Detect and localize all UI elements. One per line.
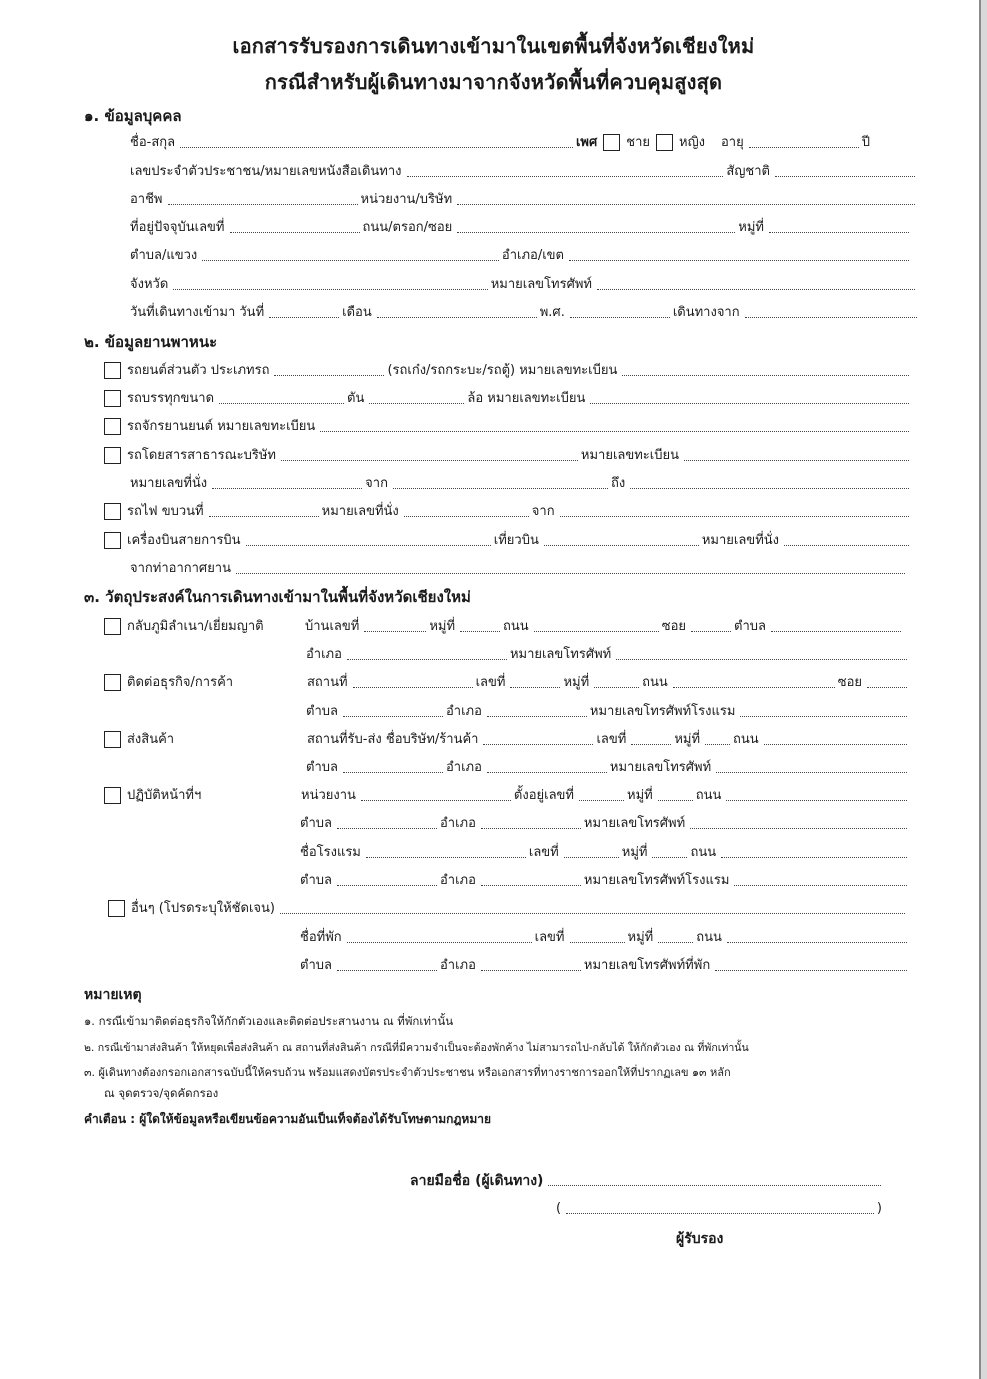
purpose-duty-row-2 — [300, 811, 910, 833]
plane-label: เครื่องบินสายการบิน — [127, 533, 241, 548]
page-edge — [979, 0, 987, 1379]
phone-field[interactable] — [597, 288, 915, 290]
moo-label-2: หมู่ที่ — [563, 675, 590, 690]
motorcycle-plate-field[interactable] — [320, 430, 909, 432]
age-field[interactable] — [749, 146, 859, 148]
travel-from-label: เดินทางจาก — [672, 305, 740, 320]
amphoe-field-5[interactable] — [481, 969, 581, 971]
duty-label: ปฏิบัติหน้าที่ฯ — [127, 788, 202, 803]
delivery-checkbox[interactable] — [104, 731, 121, 748]
purpose-other-row-3 — [300, 953, 910, 975]
moo-label-4: หมู่ที่ — [627, 788, 653, 803]
bus-seat-field[interactable] — [212, 487, 362, 489]
bus-from-label: จาก — [365, 476, 388, 491]
month-field[interactable] — [377, 316, 537, 318]
be-field[interactable] — [570, 316, 670, 318]
agency-label: หน่วยงาน/บริษัท — [360, 192, 453, 207]
road-label-3: ถนน — [733, 732, 759, 747]
agency-field[interactable] — [457, 203, 915, 205]
train-row — [104, 499, 912, 521]
section-personal-heading: ๑. ข้อมูลบุคคล — [84, 107, 182, 125]
soi-field-2[interactable] — [867, 686, 907, 688]
road-label-1: ถนน — [503, 619, 529, 634]
close-paren: ) — [876, 1201, 882, 1216]
form-subtitle: กรณีสำหรับผู้เดินทางมาจากจังหวัดพื้นที่ควบคุมสูงสุด — [264, 70, 723, 94]
tambon-field-5[interactable] — [337, 969, 437, 971]
no-field-5[interactable] — [570, 941, 625, 943]
no-label-3: เลขที่ — [596, 732, 627, 747]
house-no-label: บ้านเลขที่ — [305, 619, 360, 634]
open-paren: ( — [556, 1201, 562, 1216]
moo-field-4b[interactable] — [652, 856, 687, 858]
subdistrict-label: ตำบล/แขวง — [130, 248, 198, 263]
flight-field[interactable] — [544, 544, 699, 546]
purpose-return-row-2 — [306, 642, 910, 664]
airport-row — [130, 556, 908, 578]
signature-label: ลายมือชื่อ (ผู้เดินทาง) — [410, 1173, 544, 1189]
lodging-phone-field[interactable] — [715, 969, 907, 971]
amphoe-label-3: อำเภอ — [445, 760, 482, 775]
bus-to-label: ถึง — [610, 476, 626, 491]
amphoe-field-1[interactable] — [347, 658, 507, 660]
amphoe-field-3[interactable] — [487, 771, 607, 773]
travel-from-field[interactable] — [745, 316, 917, 318]
soi-field-1[interactable] — [691, 630, 731, 632]
purpose-duty-row-4 — [300, 868, 910, 890]
age-label: อายุ — [721, 135, 744, 150]
bus-seat-row — [130, 471, 912, 493]
plane-seat-field[interactable] — [784, 544, 909, 546]
train-from-label: จาก — [531, 504, 555, 519]
train-label: รถไฟ ขบวนที่ — [127, 504, 204, 519]
section-purpose-heading: ๓. วัตถุประสงค์ในการเดินทางเข้ามาในพื้นที่จังหวัดเชียงใหม่ — [84, 588, 471, 606]
no-label-2: เลขที่ — [475, 675, 506, 690]
name-label: ชื่อ-สกุล — [130, 135, 176, 150]
train-seat-field[interactable] — [404, 515, 529, 517]
plane-row — [104, 528, 912, 550]
wheel-reg-label: ล้อ หมายเลขทะเบียน — [467, 391, 586, 406]
motorcycle-row — [104, 414, 912, 436]
duty-checkbox[interactable] — [104, 787, 121, 804]
other-field[interactable] — [280, 912, 905, 914]
occupation-label: อาชีพ — [130, 192, 163, 207]
tambon-field-1[interactable] — [771, 630, 901, 632]
business-label: ติดต่อธุรกิจ/การค้า — [127, 675, 234, 690]
tambon-label-1: ตำบล — [734, 619, 766, 634]
other-label: อื่นๆ (โปรดระบุให้ชัดเจน) — [131, 901, 275, 916]
plane-seat-label: หมายเลขที่นั่ง — [701, 533, 779, 548]
district-field[interactable] — [569, 259, 909, 261]
province-row — [130, 272, 918, 294]
bus-from-field[interactable] — [393, 487, 608, 489]
moo-field-3[interactable] — [705, 743, 730, 745]
road-field-4[interactable] — [726, 799, 907, 801]
travel-date-row — [130, 300, 920, 322]
lodging-phone-label: หมายเลขโทรศัพท์ที่พัก — [583, 958, 711, 973]
note-1: ๑. กรณีเข้ามาติดต่อธุรกิจให้กักตัวเองและติดต่อประสานงาน ณ ที่พักเท่านั้น — [84, 1014, 454, 1028]
moo-field[interactable] — [769, 231, 909, 233]
moo-field-5[interactable] — [658, 941, 693, 943]
subdistrict-row — [130, 243, 912, 265]
wheel-field[interactable] — [369, 402, 464, 404]
tambon-label-4b: ตำบล — [300, 873, 332, 888]
moo-label: หมู่ที่ — [738, 220, 764, 235]
tambon-label-4: ตำบล — [300, 816, 332, 831]
province-field[interactable] — [173, 288, 487, 290]
road-label-4: ถนน — [695, 788, 722, 803]
located-no-field-4[interactable] — [579, 799, 624, 801]
bus-company-field[interactable] — [281, 459, 578, 461]
bus-to-field[interactable] — [630, 487, 909, 489]
nationality-field[interactable] — [775, 175, 915, 177]
bus-label: รถโดยสารสาธารณะบริษัท — [127, 448, 276, 463]
road-label-2: ถนน — [642, 675, 668, 690]
car-checkbox[interactable] — [104, 362, 121, 379]
amphoe-field-4[interactable] — [481, 827, 581, 829]
female-label: หญิง — [679, 135, 705, 150]
amphoe-label-4b: อำเภอ — [439, 873, 476, 888]
lodging-field[interactable] — [347, 941, 532, 943]
car-plate-field[interactable] — [622, 374, 909, 376]
tambon-label-3: ตำบล — [306, 760, 338, 775]
hotel-phone-field-2[interactable] — [740, 715, 907, 717]
no-field-2[interactable] — [510, 686, 560, 688]
no-label-4: เลขที่ — [528, 845, 559, 860]
name-row — [130, 130, 872, 152]
hotel-phone-label-4: หมายเลขโทรศัพท์โรงแรม — [583, 873, 730, 888]
male-label: ชาย — [626, 135, 650, 150]
travel-date-label: วันที่เดินทางเข้ามา วันที่ — [130, 305, 265, 320]
soi-label-1: ซอย — [661, 619, 687, 634]
id-row — [130, 159, 918, 181]
truck-label: รถบรรทุกขนาด — [127, 391, 215, 406]
train-seat-label: หมายเลขที่นั่ง — [321, 504, 399, 519]
truck-size-field[interactable] — [219, 402, 344, 404]
no-label-5: เลขที่ — [534, 930, 565, 945]
purpose-delivery-row — [104, 727, 910, 749]
moo-field-4[interactable] — [658, 799, 693, 801]
moo-label-4b: หมู่ที่ — [621, 845, 648, 860]
phone-field-1[interactable] — [616, 658, 907, 660]
tambon-field-4b[interactable] — [337, 884, 437, 886]
female-checkbox[interactable] — [656, 134, 673, 151]
amphoe-field-2[interactable] — [487, 715, 587, 717]
travel-day-field[interactable] — [269, 316, 339, 318]
train-number-field[interactable] — [209, 515, 319, 517]
car-types-label: (รถเก๋ง/รถกระบะ/รถตู้) หมายเลขทะเบียน — [387, 363, 618, 378]
place-field-2[interactable] — [353, 686, 473, 688]
no-field-3[interactable] — [631, 743, 671, 745]
delivery-place-label: สถานที่รับ-ส่ง ชื่อบริษัท/ร้านค้า — [307, 732, 479, 747]
id-card-field[interactable] — [407, 175, 724, 177]
moo-field-1[interactable] — [460, 630, 500, 632]
bus-seat-label: หมายเลขที่นั่ง — [130, 476, 208, 491]
form-title: เอกสารรับรองการเดินทางเข้ามาในเขตพื้นที่จังหวัดเชียงใหม่ — [232, 34, 755, 58]
tambon-label-5: ตำบล — [300, 958, 332, 973]
moo-label-5: หมู่ที่ — [627, 930, 654, 945]
bus-row — [104, 443, 912, 465]
house-no-field[interactable] — [364, 630, 426, 632]
delivery-label: ส่งสินค้า — [127, 732, 175, 747]
amphoe-label-1: อำเภอ — [306, 647, 342, 662]
purpose-return-row — [104, 614, 904, 636]
tambon-field-2[interactable] — [343, 715, 443, 717]
amphoe-label-5: อำเภอ — [439, 958, 476, 973]
nationality-label: สัญชาติ — [726, 164, 770, 179]
motorcycle-label: รถจักรยานยนต์ หมายเลขทะเบียน — [127, 419, 316, 434]
bus-plate-label: หมายเลขทะเบียน — [580, 448, 679, 463]
purpose-delivery-row-2 — [306, 755, 910, 777]
purpose-duty-row — [104, 783, 910, 805]
airport-label: จากท่าอากาศยาน — [130, 561, 231, 576]
note-3: ๓. ผู้เดินทางต้องกรอกเอกสารฉบับนี้ให้ครบถ้วน พร้อมแสดงบัตรประจำตัวประชาชน หรือเอกสารที่ทางราชการออกให้ที่ปรากฏเลข ๑๓ หลัก — [84, 1066, 731, 1079]
be-label: พ.ศ. — [539, 305, 565, 320]
hotel-name-label-4: ชื่อโรงแรม — [300, 845, 361, 860]
tambon-field-3[interactable] — [343, 771, 443, 773]
truck-row — [104, 386, 912, 408]
train-checkbox[interactable] — [104, 503, 121, 520]
place-label-2: สถานที่ — [307, 675, 348, 690]
bus-checkbox[interactable] — [104, 447, 121, 464]
phone-label-3: หมายเลขโทรศัพท์ — [609, 760, 712, 775]
located-no-label-4: ตั้งอยู่เลขที่ — [513, 788, 575, 803]
return-home-label: กลับภูมิลำเนา/เยี่ยมญาติ — [127, 619, 264, 634]
name-field[interactable] — [180, 146, 573, 148]
road-field[interactable] — [457, 231, 735, 233]
flight-label: เที่ยวบิน — [493, 533, 539, 548]
phone-label: หมายเลขโทรศัพท์ — [490, 277, 592, 292]
hotel-phone-label-2: หมายเลขโทรศัพท์โรงแรม — [589, 704, 736, 719]
sex-label: เพศ — [575, 135, 598, 150]
tambon-field-4[interactable] — [337, 827, 437, 829]
id-card-label: เลขประจำตัวประชาชน/หมายเลขหนังสือเดินทาง — [130, 164, 402, 179]
note-3-cont: ณ จุดตรวจ/จุดคัดกรอง — [104, 1086, 219, 1100]
subdistrict-field[interactable] — [202, 259, 499, 261]
unit-field-4[interactable] — [361, 799, 511, 801]
month-label: เดือน — [342, 305, 372, 320]
amphoe-label-4: อำเภอ — [439, 816, 476, 831]
motorcycle-checkbox[interactable] — [104, 418, 121, 435]
phone-field-4[interactable] — [690, 827, 907, 829]
car-type-field[interactable] — [274, 374, 384, 376]
phone-label-1: หมายเลขโทรศัพท์ — [509, 647, 612, 662]
occupation-row — [130, 187, 918, 209]
hotel-name-field-4[interactable] — [366, 856, 526, 858]
phone-field-3[interactable] — [716, 771, 907, 773]
amphoe-field-4b[interactable] — [481, 884, 581, 886]
province-label: จังหวัด — [130, 277, 169, 292]
moo-label-1: หมู่ที่ — [429, 619, 456, 634]
train-from-field[interactable] — [560, 515, 909, 517]
road-field-3[interactable] — [764, 743, 907, 745]
occupation-field[interactable] — [168, 203, 358, 205]
signature-row — [410, 1166, 884, 1190]
tambon-label-2: ตำบล — [306, 704, 338, 719]
other-checkbox[interactable] — [108, 900, 125, 917]
warning-text: คำเตือน : ผู้ใดให้ข้อมูลหรือเขียนข้อความอันเป็นเท็จต้องได้รับโทษตามกฎหมาย — [84, 1112, 492, 1126]
year-label: ปี — [861, 135, 870, 150]
purpose-business-row — [104, 670, 910, 692]
certifier-label: ผู้รับรอง — [676, 1231, 724, 1247]
section-vehicle-heading: ๒. ข้อมูลยานพาหนะ — [84, 333, 218, 351]
car-row — [104, 358, 912, 380]
car-label: รถยนต์ส่วนตัว ประเภทรถ — [127, 363, 270, 378]
signature-field[interactable] — [548, 1184, 881, 1186]
printed-name-field[interactable] — [566, 1212, 874, 1214]
printed-name-row — [556, 1196, 884, 1218]
address-row — [130, 215, 912, 237]
hotel-phone-field-4[interactable] — [734, 884, 907, 886]
male-checkbox[interactable] — [603, 134, 620, 151]
road-field-5[interactable] — [727, 941, 907, 943]
purpose-other-row — [108, 896, 908, 918]
airport-field[interactable] — [236, 572, 905, 574]
return-home-checkbox[interactable] — [104, 618, 121, 635]
purpose-business-row-2 — [306, 699, 910, 721]
district-label: อำเภอ/เขต — [501, 248, 564, 263]
address-no-label: ที่อยู่ปัจจุบันเลขที่ — [130, 220, 225, 235]
truck-checkbox[interactable] — [104, 390, 121, 407]
delivery-place-field[interactable] — [483, 743, 593, 745]
road-label-4b: ถนน — [690, 845, 717, 860]
road-label: ถนน/ตรอก/ซอย — [362, 220, 453, 235]
phone-label-4: หมายเลขโทรศัพท์ — [583, 816, 686, 831]
bus-plate-field[interactable] — [684, 459, 909, 461]
moo-field-2[interactable] — [594, 686, 639, 688]
truck-plate-field[interactable] — [590, 402, 909, 404]
note-2: ๒. กรณีเข้ามาส่งสินค้า ให้หยุดเพื่อส่งสินค้า ณ สถานที่ส่งสินค้า กรณีที่มีความจำเป็นจะต้องพักค้าง ไม่สามารถไป-กลับได้ ให้กักตัวเอง ณ ที่พักเท่านั้น — [84, 1042, 749, 1054]
soi-label-2: ซอย — [837, 675, 862, 690]
notes-heading: หมายเหตุ — [84, 987, 142, 1003]
address-no-field[interactable] — [230, 231, 360, 233]
road-field-4b[interactable] — [721, 856, 907, 858]
no-field-4[interactable] — [564, 856, 619, 858]
lodging-label: ชื่อที่พัก — [300, 930, 342, 945]
plane-checkbox[interactable] — [104, 532, 121, 549]
amphoe-label-2: อำเภอ — [445, 704, 482, 719]
unit-label-4: หน่วยงาน — [301, 788, 356, 803]
moo-label-3: หมู่ที่ — [674, 732, 701, 747]
business-checkbox[interactable] — [104, 674, 121, 691]
ton-label: ตัน — [347, 391, 365, 406]
purpose-other-row-2 — [300, 925, 910, 947]
road-field-2[interactable] — [673, 686, 835, 688]
purpose-duty-row-3 — [300, 840, 910, 862]
road-label-5: ถนน — [696, 930, 722, 945]
airline-field[interactable] — [246, 544, 491, 546]
road-field-1[interactable] — [534, 630, 659, 632]
